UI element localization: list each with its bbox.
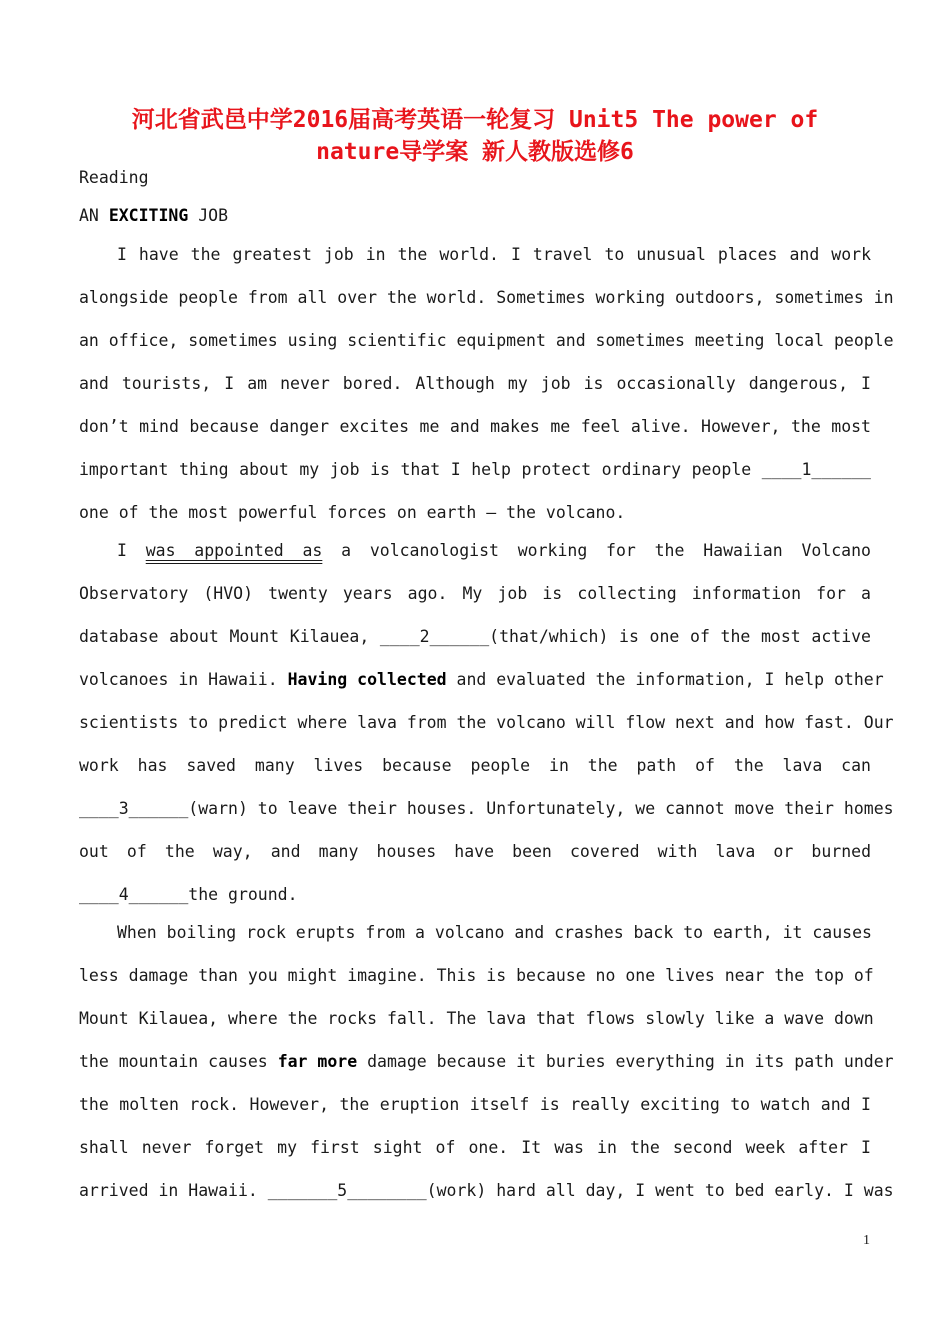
paragraph-line: one of the most powerful forces on earth — the volcano. (79, 503, 626, 522)
heading-suffix: JOB (188, 206, 229, 225)
paragraph-line: ____4______the ground. (79, 885, 298, 904)
heading-prefix: AN (79, 206, 109, 225)
paragraph-line: less damage than you might imagine. This is because no one lives near the top of (79, 966, 874, 985)
paragraph-line: an office, sometimes using scientific equipment and sometimes meeting local people (79, 331, 894, 350)
paragraph-2 (79, 529, 894, 916)
passage-body (79, 233, 894, 1212)
page-number: 1 (863, 1233, 870, 1248)
paragraph-line: I was appointed as a volcanologist working for the Hawaiian Volcano (117, 541, 871, 560)
paragraph-line: volcanoes in Hawaii. Having collected and evaluated the information, I help other (79, 670, 884, 689)
paragraph-line: database about Mount Kilauea, ____2______(that/which) is one of the most active (79, 627, 871, 646)
section-label: Reading (79, 168, 149, 187)
title-line-2: nature导学案 新人教版选修6 (316, 139, 634, 165)
paragraph-line: and tourists, I am never bored. Although my job is occasionally dangerous, I (79, 374, 871, 393)
heading-bold-word: EXCITING (108, 206, 189, 225)
paragraph-line: alongside people from all over the world. Sometimes working outdoors, sometimes in (79, 288, 894, 307)
title-line-1: 河北省武邑中学2016届高考英语一轮复习 Unit5 The power of (131, 107, 819, 133)
page-title (79, 104, 871, 168)
bold-phrase: far more (277, 1052, 358, 1071)
paragraph-line: the mountain causes far more damage because it buries everything in its path under (79, 1052, 894, 1071)
paragraph-line: I have the greatest job in the world. I travel to unusual places and work (117, 245, 871, 264)
paragraph-line: work has saved many lives because people in the path of the lava can (79, 756, 871, 775)
paragraph-line: shall never forget my first sight of one. It was in the second week after I (79, 1138, 871, 1157)
paragraph-line: Mount Kilauea, where the rocks fall. The lava that flows slowly like a wave down (79, 1009, 874, 1028)
underlined-phrase: was appointed as (145, 541, 323, 560)
paragraph-line: the molten rock. However, the eruption itself is really exciting to watch and I (79, 1095, 871, 1114)
paragraph-3 (79, 911, 894, 1212)
bold-phrase: Having collected (287, 670, 447, 689)
paragraph-line: Observatory (HVO) twenty years ago. My job is collecting information for a (79, 584, 871, 603)
paragraph-line: important thing about my job is that I help protect ordinary people ____1______ (79, 460, 871, 479)
paragraph-line: don’t mind because danger excites me and makes me feel alive. However, the most (79, 417, 871, 436)
paragraph-line: out of the way, and many houses have been covered with lava or burned (79, 842, 871, 861)
passage-heading (79, 206, 228, 225)
paragraph-1 (79, 233, 894, 534)
paragraph-line: When boiling rock erupts from a volcano and crashes back to earth, it causes (117, 923, 872, 942)
paragraph-line: ____3______(warn) to leave their houses. Unfortunately, we cannot move their homes (79, 799, 894, 818)
paragraph-line: arrived in Hawaii. _______5________(work) hard all day, I went to bed early. I was (79, 1181, 894, 1200)
paragraph-line: scientists to predict where lava from the volcano will flow next and how fast. Our (79, 713, 894, 732)
